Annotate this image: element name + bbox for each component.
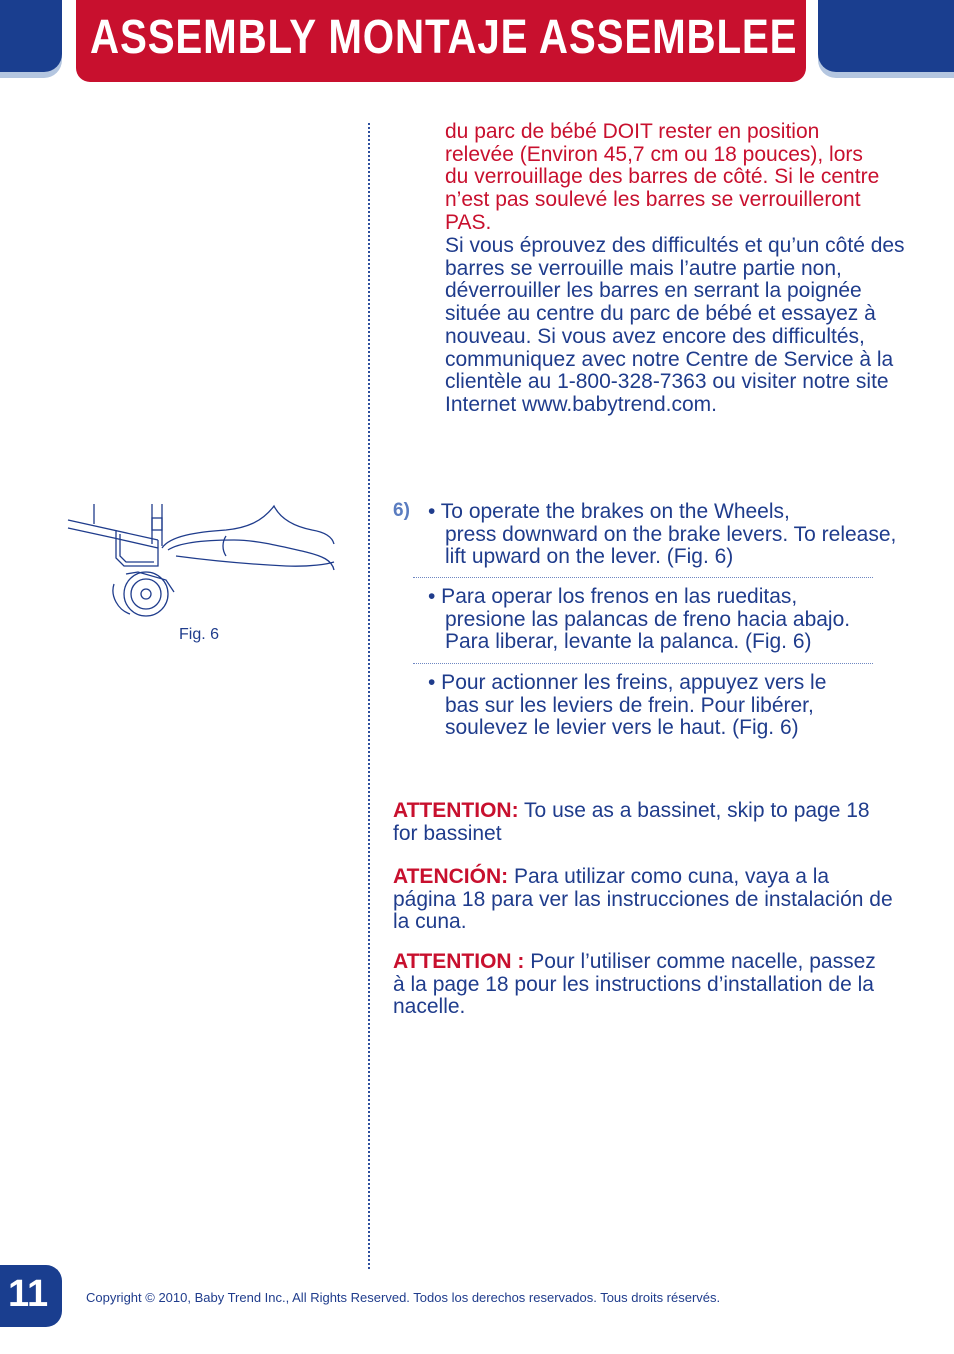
attention-english xyxy=(393,800,893,845)
step6-spanish xyxy=(428,586,898,654)
wheel-brake-illustration xyxy=(66,500,338,620)
header-banner xyxy=(76,0,806,82)
copyright-notice: Copyright © 2010, Baby Trend Inc., All Rights Reserved. Todos los derechos reservados. Tous droits réservés. xyxy=(86,1290,721,1305)
step6-french xyxy=(428,672,898,740)
attention-spanish xyxy=(393,866,893,934)
dotted-separator xyxy=(413,577,873,578)
attention-french-label: ATTENTION : xyxy=(393,950,525,973)
french-help-text: Si vous éprouvez des difficultés et qu’un côté des barres se verrouille mais l’autre partie non, déverrouiller les barres en serrant la poignée située au centre du parc de bébé et essayez à nouveau. Si vous avez encore des difficultés, communiquez avec notre Centre de Service à la clientèle au 1-800-328-7363 ou visiter notre site Internet www.babytrend.com. xyxy=(445,234,905,416)
step6-english-rest: press downward on the brake levers. To release, lift upward on the lever. (Fig. 6) xyxy=(445,522,897,569)
header-right-tab xyxy=(818,0,954,72)
attention-spanish-text: Para utilizar como cuna, vaya a la página 18 para ver las instrucciones de instalación de la cuna. xyxy=(393,865,893,934)
step6-english xyxy=(428,501,898,569)
step6-french-rest: bas sur les leviers de frein. Pour libérer, soulevez le levier vers le haut. (Fig. 6) xyxy=(445,693,814,740)
attention-french xyxy=(393,951,893,1019)
dotted-separator xyxy=(413,663,873,664)
step6-english-first-line: • To operate the brakes on the Wheels, xyxy=(428,500,790,523)
step6-french-first-line: • Pour actionner les freins, appuyez vers le xyxy=(428,671,827,694)
header-left-tab xyxy=(0,0,62,72)
page-number: 11 xyxy=(8,1273,49,1315)
page-number-badge xyxy=(0,1265,62,1327)
page-title: ASSEMBLY MONTAJE ASSEMBLEE xyxy=(90,11,798,64)
step6-spanish-rest: presione las palancas de freno hacia abajo. Para liberar, levante la palanca. (Fig. 6) xyxy=(445,607,851,654)
step6-spanish-first-line: • Para operar los frenos en las rueditas, xyxy=(428,585,798,608)
attention-english-text: To use as a bassinet, skip to page 18 for bassinet xyxy=(393,799,870,845)
figure-caption: Fig. 6 xyxy=(179,626,220,643)
step-number: 6) xyxy=(393,500,410,521)
column-divider xyxy=(368,123,370,1269)
attention-french-text: Pour l’utiliser comme nacelle, passez à la page 18 pour les instructions d’installation de la nacelle. xyxy=(393,950,876,1019)
attention-spanish-label: ATENCIÓN: xyxy=(393,865,509,888)
french-warning-text: du parc de bébé DOIT rester en position relevée (Environ 45,7 cm ou 18 pouces), lors du verrouillage des barres de côté. Si le centre n’est pas soulevé les barres se verrouilleront PAS. xyxy=(445,120,880,234)
attention-english-label: ATTENTION: xyxy=(393,799,519,822)
